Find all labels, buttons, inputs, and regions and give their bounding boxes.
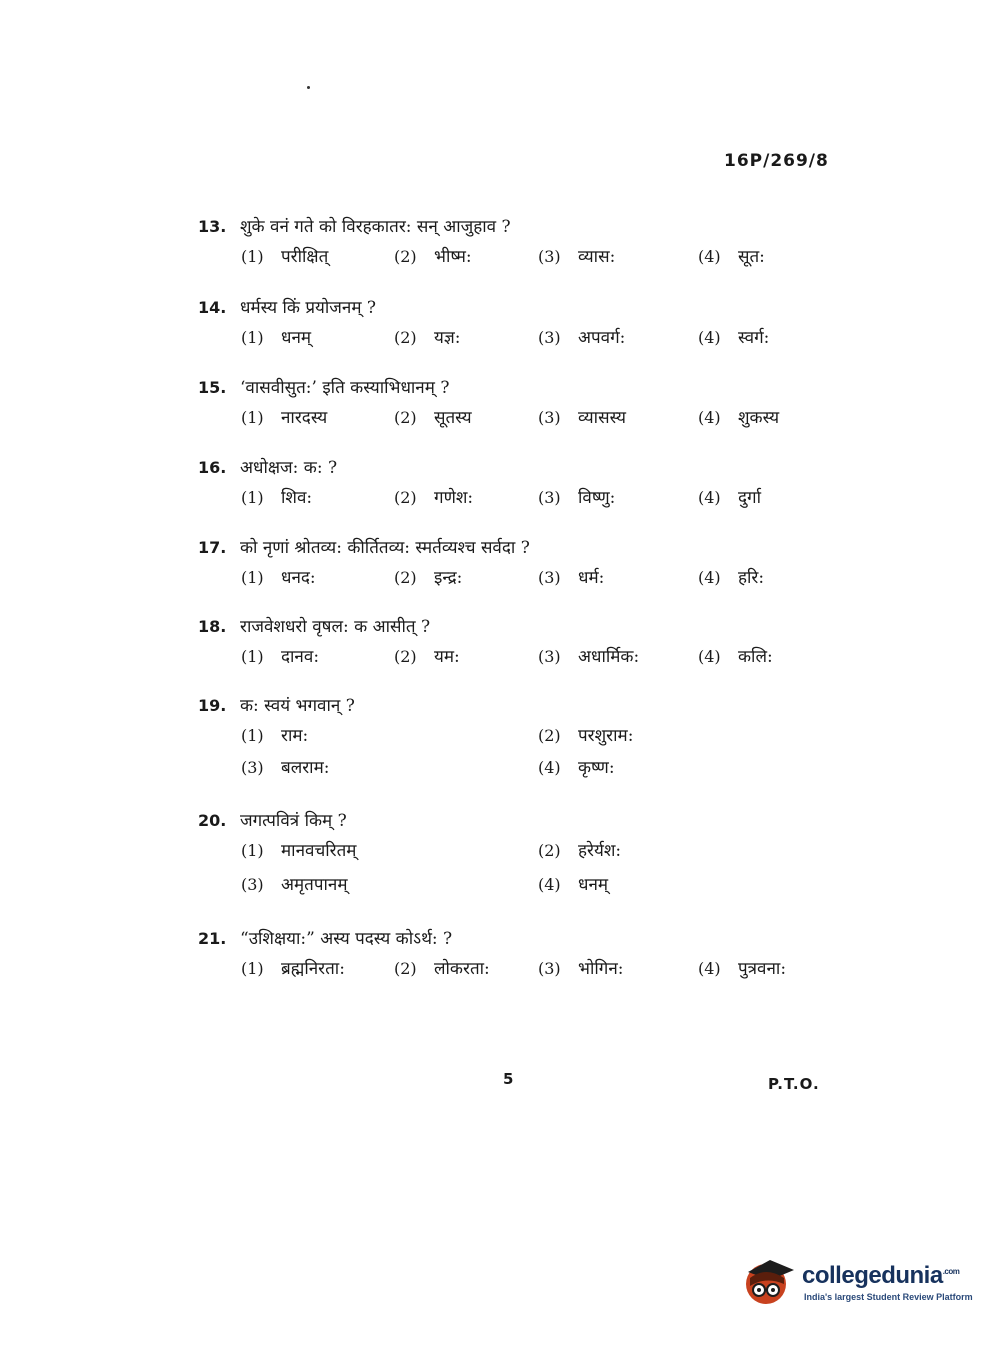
question-number: 21.	[198, 929, 227, 948]
question-number: 20.	[198, 811, 227, 830]
question-number: 17.	[198, 538, 227, 557]
option-2: (2) इन्द्र:	[394, 568, 463, 588]
page-number: 5	[503, 1070, 514, 1088]
question-17	[198, 535, 838, 597]
stray-mark	[307, 86, 310, 89]
option-3: (3) अपवर्ग:	[538, 328, 626, 348]
question-text: क: स्वयं भगवान् ?	[240, 696, 355, 716]
question-text: राजवेशधरो वृषल: क आसीत् ?	[240, 617, 431, 637]
option-2: (2) यज्ञ:	[394, 328, 461, 348]
option-2: (2) परशुराम:	[538, 726, 634, 746]
question-number: 13.	[198, 217, 227, 236]
question-text: शुके वनं गते को विरहकातर: सन् आजुहाव ?	[240, 217, 511, 237]
question-text: जगत्पवित्रं किम् ?	[240, 811, 347, 831]
option-2: (2) सूतस्य	[394, 408, 472, 428]
option-3: (3) अमृतपानम्	[241, 875, 348, 895]
question-number: 18.	[198, 617, 227, 636]
question-text: अधोक्षज: क: ?	[240, 458, 338, 478]
option-2: (2) हरेर्यश:	[538, 841, 622, 861]
option-3: (3) धर्म:	[538, 568, 605, 588]
option-1: (1) ब्रह्मनिरता:	[241, 959, 345, 979]
question-13	[198, 214, 838, 276]
option-4: (4) कृष्ण:	[538, 758, 615, 778]
question-text: धर्मस्य किं प्रयोजनम् ?	[240, 298, 377, 318]
option-1: (1) नारदस्य	[241, 408, 328, 428]
option-3: (3) विष्णु:	[538, 488, 616, 508]
option-3: (3) व्यासस्य	[538, 408, 627, 428]
question-text: “उशिक्षया:” अस्य पदस्य कोऽर्थ: ?	[240, 929, 453, 949]
question-16	[198, 455, 838, 517]
option-2: (2) भीष्म:	[394, 247, 472, 267]
option-1: (1) धनद:	[241, 568, 316, 588]
option-2: (2) गणेश:	[394, 488, 474, 508]
question-15	[198, 375, 838, 437]
option-1: (1) शिव:	[241, 488, 313, 508]
option-4: (4) स्वर्ग:	[698, 328, 770, 348]
question-20	[198, 808, 838, 904]
paper-code: 16P/269/8	[724, 151, 829, 171]
option-4: (4) पुत्रवना:	[698, 959, 787, 979]
option-4: (4) हरि:	[698, 568, 765, 588]
option-2: (2) लोकरता:	[394, 959, 490, 979]
option-1: (1) मानवचरितम्	[241, 841, 357, 861]
option-1: (1) राम:	[241, 726, 309, 746]
question-text: ‘वासवीसुत:’ इति कस्याभिधानम् ?	[240, 378, 450, 398]
option-2: (2) यम:	[394, 647, 460, 667]
option-4: (4) सूत:	[698, 247, 765, 267]
question-number: 14.	[198, 298, 227, 317]
option-4: (4) धनम्	[538, 875, 609, 895]
option-4: (4) कलि:	[698, 647, 773, 667]
brand-name: collegedunia$^{.com}$	[802, 1262, 960, 1289]
question-21	[198, 926, 838, 988]
option-1: (1) धनम्	[241, 328, 312, 348]
option-3: (3) बलराम:	[241, 758, 330, 778]
question-number: 16.	[198, 458, 227, 477]
pto-label: P.T.O.	[768, 1075, 820, 1093]
option-3: (3) व्यास:	[538, 247, 616, 267]
question-number: 15.	[198, 378, 227, 397]
option-4: (4) शुकस्य	[698, 408, 780, 428]
question-number: 19.	[198, 696, 227, 715]
option-4: (4) दुर्गा	[698, 488, 762, 508]
option-3: (3) भोगिन:	[538, 959, 624, 979]
collegedunia-logo[interactable]	[740, 1248, 973, 1308]
option-1: (1) परीक्षित्	[241, 247, 329, 267]
question-text: को नृणां श्रोतव्य: कीर्तितव्य: स्मर्तव्यश्च सर्वदा ?	[240, 538, 530, 558]
brand-tagline: India's largest Student Review Platform	[804, 1292, 973, 1302]
question-14	[198, 295, 838, 357]
option-3: (3) अधार्मिक:	[538, 647, 640, 667]
question-19	[198, 693, 838, 787]
question-18	[198, 614, 838, 676]
student-mascot-icon	[740, 1250, 798, 1308]
option-1: (1) दानव:	[241, 647, 320, 667]
